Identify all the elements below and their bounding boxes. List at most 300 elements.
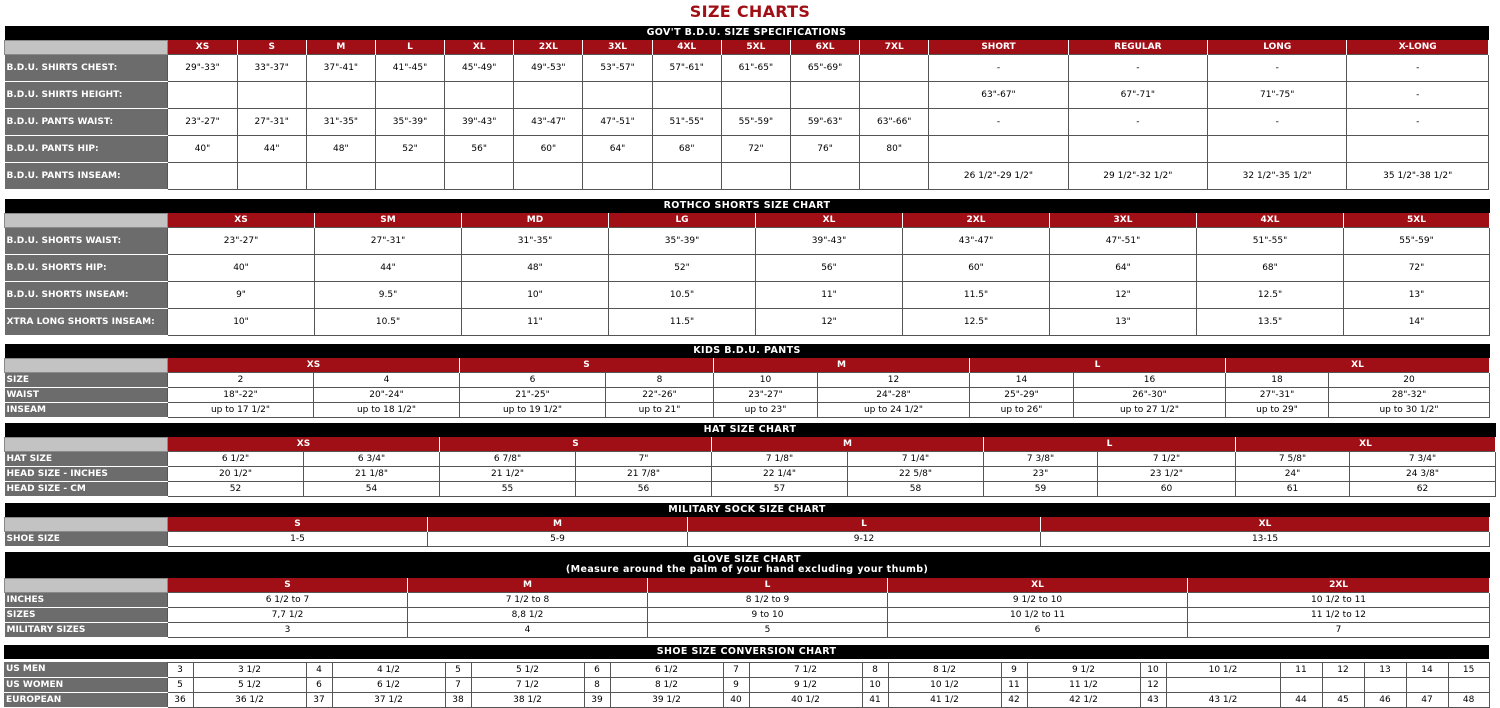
section-title: HAT SIZE CHART <box>5 423 1496 437</box>
header-corner <box>5 517 168 531</box>
table-cell <box>860 81 929 108</box>
table-cell: 51"-55" <box>1197 227 1344 254</box>
table-cell: 52" <box>609 254 756 281</box>
row-label: INCHES <box>5 592 168 607</box>
table-cell: 22"-26" <box>606 387 714 402</box>
table-cell <box>375 81 444 108</box>
table-cell: 7 5/8" <box>1236 451 1350 466</box>
table-cell: 10.5" <box>315 308 462 335</box>
table-cell: 59 <box>984 481 1098 496</box>
table-cell: 10 <box>862 677 888 692</box>
table-cell: 36 <box>167 692 193 707</box>
table-cell: 12" <box>756 308 903 335</box>
column-header: L <box>984 437 1236 451</box>
table-cell: 67"-71" <box>1068 81 1207 108</box>
table-row <box>5 481 1496 496</box>
table-cell: 47"-51" <box>583 108 652 135</box>
table-cell: 4 <box>408 622 648 637</box>
table-cell: 4 <box>306 662 332 677</box>
table-cell: 11" <box>462 308 609 335</box>
table-cell: 64" <box>1050 254 1197 281</box>
row-label: B.D.U. SHIRTS HEIGHT: <box>5 81 168 108</box>
column-header: XL <box>1236 437 1496 451</box>
table-cell: 76" <box>790 135 859 162</box>
table-row <box>5 451 1496 466</box>
column-header: L <box>970 358 1226 372</box>
column-header: XL <box>445 40 514 54</box>
table-row <box>5 162 1489 189</box>
table-cell: 9 to 10 <box>648 607 888 622</box>
table-cell: 7 1/2 to 8 <box>408 592 648 607</box>
column-header: XL <box>1041 517 1490 531</box>
row-label: B.D.U. SHORTS WAIST: <box>5 227 168 254</box>
table-cell: 35"-39" <box>375 108 444 135</box>
table-cell <box>237 162 306 189</box>
column-header: S <box>460 358 714 372</box>
table-cell: 43"-47" <box>903 227 1050 254</box>
column-header: 5XL <box>1344 213 1490 227</box>
table-cell: 8,8 1/2 <box>408 607 648 622</box>
column-header: M <box>712 437 984 451</box>
table-cell: 31"-35" <box>306 108 375 135</box>
table-row <box>5 402 1490 417</box>
table-cell: 11 <box>1001 677 1027 692</box>
table-cell: - <box>929 54 1068 81</box>
table-cell: 71"-75" <box>1208 81 1347 108</box>
table-cell: 9 <box>723 677 749 692</box>
table-cell: 13" <box>1344 281 1490 308</box>
table-cell: 8 <box>584 677 610 692</box>
table-cell: 56" <box>756 254 903 281</box>
column-header: L <box>648 578 888 592</box>
table-cell: 8 1/2 <box>888 662 1001 677</box>
table-cell: 37 1/2 <box>332 692 445 707</box>
table-cell: 68" <box>1197 254 1344 281</box>
column-header: XS <box>168 40 237 54</box>
table-cell: 12.5" <box>903 308 1050 335</box>
table-cell: 4 <box>314 372 460 387</box>
row-label: SIZE <box>5 372 168 387</box>
column-header: 3XL <box>1050 213 1197 227</box>
hat-size-chart <box>4 423 1489 497</box>
table-cell <box>168 162 237 189</box>
table-cell: 65"-69" <box>790 54 859 81</box>
table-cell <box>860 54 929 81</box>
table-cell: 57 <box>712 481 848 496</box>
table-row <box>5 466 1496 481</box>
table-cell: 27"-31" <box>315 227 462 254</box>
table-cell: - <box>1208 54 1347 81</box>
table-cell: 3 <box>167 662 193 677</box>
row-label: SIZES <box>5 607 168 622</box>
kids-bdu-pants-size-chart <box>4 344 1489 418</box>
section-title: SHOE SIZE CONVERSION CHART <box>4 645 1489 659</box>
table-cell: 52 <box>168 481 304 496</box>
table-cell: 2 <box>168 372 314 387</box>
table-cell <box>1208 135 1347 162</box>
table-cell: 58 <box>848 481 984 496</box>
table-cell: 11.5" <box>903 281 1050 308</box>
table-cell: 26"-30" <box>1074 387 1226 402</box>
table-cell: 11 1/2 to 12 <box>1188 607 1490 622</box>
column-header: X-LONG <box>1347 40 1489 54</box>
table-cell <box>929 135 1068 162</box>
header-corner <box>5 578 168 592</box>
table-cell: 10" <box>168 308 315 335</box>
table-cell: 10 <box>1140 662 1166 677</box>
column-header: 6XL <box>790 40 859 54</box>
column-header: REGULAR <box>1068 40 1207 54</box>
table-row <box>5 254 1490 281</box>
header-corner <box>5 213 168 227</box>
table-cell: 68" <box>652 135 721 162</box>
table-cell: 13" <box>1050 308 1197 335</box>
table-cell: 7 <box>723 662 749 677</box>
table-cell: 41 <box>862 692 888 707</box>
table-cell <box>375 162 444 189</box>
column-header: 7XL <box>860 40 929 54</box>
table-cell: 11.5" <box>609 308 756 335</box>
column-header: S <box>168 517 428 531</box>
table-cell: 56" <box>445 135 514 162</box>
table-cell: 9" <box>168 281 315 308</box>
table-cell: - <box>1347 54 1489 81</box>
table-cell: 29"-33" <box>168 54 237 81</box>
table-cell: 29 1/2"-32 1/2" <box>1068 162 1207 189</box>
table-cell: 9 1/2 <box>1027 662 1140 677</box>
table-cell: up to 26" <box>970 402 1074 417</box>
table-row <box>5 622 1490 637</box>
table-cell <box>721 81 790 108</box>
table-row <box>5 387 1490 402</box>
column-header: 5XL <box>721 40 790 54</box>
table-cell: 62 <box>1350 481 1496 496</box>
table-cell: 61 <box>1236 481 1350 496</box>
column-header: S <box>237 40 306 54</box>
row-label: EUROPEAN <box>4 692 167 707</box>
row-label: MILITARY SIZES <box>5 622 168 637</box>
table-cell: 35"-39" <box>609 227 756 254</box>
row-label: B.D.U. PANTS WAIST: <box>5 108 168 135</box>
table-cell: 60" <box>903 254 1050 281</box>
column-header: 2XL <box>514 40 583 54</box>
table-cell <box>721 162 790 189</box>
table-cell: 5 <box>167 677 193 692</box>
section-title-text: GLOVE SIZE CHART <box>693 553 801 565</box>
table-cell <box>790 81 859 108</box>
table-cell: up to 27 1/2" <box>1074 402 1226 417</box>
table-cell: 41"-45" <box>375 54 444 81</box>
table-cell: 5-9 <box>428 531 688 546</box>
column-header: M <box>306 40 375 54</box>
table-cell: 63"-67" <box>929 81 1068 108</box>
column-header: XS <box>168 437 440 451</box>
column-header: XS <box>168 358 460 372</box>
table-cell: 1-5 <box>168 531 428 546</box>
table-cell: 43"-47" <box>514 108 583 135</box>
table-cell: up to 23" <box>714 402 818 417</box>
table-cell: 10 1/2 to 11 <box>888 607 1188 622</box>
table-cell: 40" <box>168 254 315 281</box>
rothco-shorts-size-chart <box>4 199 1489 336</box>
row-label: WAIST <box>5 387 168 402</box>
table-cell: 39 1/2 <box>610 692 723 707</box>
table-cell: 14" <box>1344 308 1490 335</box>
header-corner <box>5 40 168 54</box>
table-cell: 14 <box>970 372 1074 387</box>
table-cell: 23" <box>984 466 1098 481</box>
table-row <box>5 308 1490 335</box>
table-cell: 25"-29" <box>970 387 1074 402</box>
column-header: MD <box>462 213 609 227</box>
table-cell: 24 3/8" <box>1350 466 1496 481</box>
table-cell: 24" <box>1236 466 1350 481</box>
table-cell: 6 1/2" <box>168 451 304 466</box>
table-row <box>5 227 1490 254</box>
table-row <box>5 592 1490 607</box>
column-header: XL <box>1226 358 1490 372</box>
table-cell: 6 1/2 to 7 <box>168 592 408 607</box>
table-cell: 18"-22" <box>168 387 314 402</box>
table-cell: 6 1/2 <box>332 677 445 692</box>
page-title: SIZE CHARTS <box>689 2 811 21</box>
table-cell: 48 <box>1448 692 1489 707</box>
table-cell: 8 1/2 <box>610 677 723 692</box>
table-cell <box>237 81 306 108</box>
table-cell: 12 <box>818 372 970 387</box>
table-cell: up to 29" <box>1226 402 1329 417</box>
table-cell: 7 3/4" <box>1350 451 1496 466</box>
section-title: MILITARY SOCK SIZE CHART <box>5 503 1490 517</box>
table-cell <box>790 162 859 189</box>
table-cell: 7 3/8" <box>984 451 1098 466</box>
table-cell: 8 <box>606 372 714 387</box>
table-cell: 10 1/2 <box>888 677 1001 692</box>
table-cell: 63"-66" <box>860 108 929 135</box>
column-header: L <box>688 517 1041 531</box>
table-cell: 7 1/8" <box>712 451 848 466</box>
table-cell: 7 1/4" <box>848 451 984 466</box>
table-cell: - <box>1068 54 1207 81</box>
table-cell: 7" <box>576 451 712 466</box>
table-cell: 21 7/8" <box>576 466 712 481</box>
table-cell <box>1322 677 1364 692</box>
column-header: XL <box>888 578 1188 592</box>
table-cell: 61"-65" <box>721 54 790 81</box>
table-cell: 7,7 1/2 <box>168 607 408 622</box>
shoe-size-conversion-chart <box>4 645 1489 708</box>
table-row <box>5 81 1489 108</box>
table-cell: 27"-31" <box>237 108 306 135</box>
table-cell: 10 <box>714 372 818 387</box>
table-cell: 9 1/2 <box>749 677 862 692</box>
column-header: 3XL <box>583 40 652 54</box>
table-cell: 72" <box>721 135 790 162</box>
table-cell: 49"-53" <box>514 54 583 81</box>
table-cell: 45"-49" <box>445 54 514 81</box>
header-corner <box>5 437 168 451</box>
column-header: 4XL <box>652 40 721 54</box>
table-cell: 39"-43" <box>756 227 903 254</box>
table-cell: 53"-57" <box>583 54 652 81</box>
table-cell: up to 19 1/2" <box>460 402 606 417</box>
row-label: B.D.U. SHORTS INSEAM: <box>5 281 168 308</box>
column-header: LG <box>609 213 756 227</box>
table-cell: 15 <box>1448 662 1489 677</box>
table-cell: 37 <box>306 692 332 707</box>
row-label: B.D.U. PANTS INSEAM: <box>5 162 168 189</box>
table-cell: up to 18 1/2" <box>314 402 460 417</box>
table-cell: 38 1/2 <box>471 692 584 707</box>
table-cell: 72" <box>1344 254 1490 281</box>
table-cell: 23"-27" <box>714 387 818 402</box>
table-cell: 5 <box>445 662 471 677</box>
column-header: M <box>428 517 688 531</box>
table-row <box>5 135 1489 162</box>
table-cell: 39"-43" <box>445 108 514 135</box>
table-cell: 7 <box>445 677 471 692</box>
table-cell: up to 17 1/2" <box>168 402 314 417</box>
table-cell: 6 7/8" <box>440 451 576 466</box>
table-cell: 44" <box>237 135 306 162</box>
table-cell: 23 1/2" <box>1098 466 1236 481</box>
table-row <box>5 607 1490 622</box>
row-label: SHOE SIZE <box>5 531 168 546</box>
table-cell <box>652 81 721 108</box>
table-cell: 6 <box>306 677 332 692</box>
table-cell: 31"-35" <box>462 227 609 254</box>
table-cell: 52" <box>375 135 444 162</box>
table-cell: 16 <box>1074 372 1226 387</box>
table-cell: 20"-24" <box>314 387 460 402</box>
table-cell <box>860 162 929 189</box>
column-header: M <box>714 358 970 372</box>
table-cell: 60 <box>1098 481 1236 496</box>
table-cell: 14 <box>1406 662 1448 677</box>
row-label: HAT SIZE <box>5 451 168 466</box>
column-header: L <box>375 40 444 54</box>
table-cell: 13.5" <box>1197 308 1344 335</box>
table-cell: 23"-27" <box>168 108 237 135</box>
table-cell: 46 <box>1364 692 1406 707</box>
table-cell: up to 24 1/2" <box>818 402 970 417</box>
table-cell: 5 <box>648 622 888 637</box>
table-cell: 6 3/4" <box>304 451 440 466</box>
table-row <box>5 108 1489 135</box>
table-cell: 20 <box>1329 372 1490 387</box>
table-cell: 9 <box>1001 662 1027 677</box>
column-header: SHORT <box>929 40 1068 54</box>
table-cell: 33"-37" <box>237 54 306 81</box>
table-cell: 6 <box>584 662 610 677</box>
glove-size-chart <box>4 552 1489 638</box>
column-header: 4XL <box>1197 213 1344 227</box>
table-cell: up to 30 1/2" <box>1329 402 1490 417</box>
table-cell: 3 1/2 <box>193 662 306 677</box>
table-cell: 27"-31" <box>1226 387 1329 402</box>
table-cell: 11 1/2 <box>1027 677 1140 692</box>
table-row <box>5 531 1490 546</box>
table-cell: - <box>1068 108 1207 135</box>
table-cell: 10" <box>462 281 609 308</box>
table-cell: 7 1/2 <box>471 677 584 692</box>
table-cell: 36 1/2 <box>193 692 306 707</box>
table-cell: 45 <box>1322 692 1364 707</box>
row-label: B.D.U. PANTS HIP: <box>5 135 168 162</box>
table-cell: 40 <box>723 692 749 707</box>
table-cell: - <box>1347 108 1489 135</box>
section-title: ROTHCO SHORTS SIZE CHART <box>5 199 1490 213</box>
table-cell: 10 1/2 to 11 <box>1188 592 1490 607</box>
table-cell <box>445 81 514 108</box>
column-header: 2XL <box>903 213 1050 227</box>
table-cell: 18 <box>1226 372 1329 387</box>
table-row <box>4 677 1489 692</box>
table-cell <box>1448 677 1489 692</box>
table-row <box>5 281 1490 308</box>
table-cell: 22 1/4" <box>712 466 848 481</box>
column-header: M <box>408 578 648 592</box>
table-cell <box>583 162 652 189</box>
row-label: INSEAM <box>5 402 168 417</box>
table-cell: 40" <box>168 135 237 162</box>
table-cell: 39 <box>584 692 610 707</box>
table-cell: 59"-63" <box>790 108 859 135</box>
table-cell: 43 1/2 <box>1166 692 1280 707</box>
table-cell: 7 1/2 <box>749 662 862 677</box>
table-row <box>5 54 1489 81</box>
table-cell: 42 <box>1001 692 1027 707</box>
table-cell: 26 1/2"-29 1/2" <box>929 162 1068 189</box>
table-cell: 55 <box>440 481 576 496</box>
table-cell: 6 1/2 <box>610 662 723 677</box>
table-cell <box>168 81 237 108</box>
table-cell: 35 1/2"-38 1/2" <box>1347 162 1489 189</box>
table-cell: - <box>1347 81 1489 108</box>
table-cell: 43 <box>1140 692 1166 707</box>
row-label: B.D.U. SHORTS HIP: <box>5 254 168 281</box>
table-cell <box>445 162 514 189</box>
table-cell: 48" <box>462 254 609 281</box>
table-cell: 5 1/2 <box>471 662 584 677</box>
column-header: S <box>440 437 712 451</box>
table-cell: 41 1/2 <box>888 692 1001 707</box>
table-cell: 57"-61" <box>652 54 721 81</box>
table-cell: 9-12 <box>688 531 1041 546</box>
table-cell: 60" <box>514 135 583 162</box>
table-cell: 5 1/2 <box>193 677 306 692</box>
table-cell: 55"-59" <box>721 108 790 135</box>
table-cell: 12 <box>1322 662 1364 677</box>
table-cell: 54 <box>304 481 440 496</box>
table-cell: 51"-55" <box>652 108 721 135</box>
table-cell <box>583 81 652 108</box>
table-cell: 20 1/2" <box>168 466 304 481</box>
row-label: B.D.U. SHIRTS CHEST: <box>5 54 168 81</box>
row-label: US WOMEN <box>4 677 167 692</box>
section-subtitle: (Measure around the palm of your hand excluding your thumb) <box>565 563 929 575</box>
table-cell <box>1166 677 1280 692</box>
table-cell: 64" <box>583 135 652 162</box>
table-row <box>4 692 1489 707</box>
table-cell: 12.5" <box>1197 281 1344 308</box>
govt-bdu-size-chart <box>4 26 1489 190</box>
table-cell: 21"-25" <box>460 387 606 402</box>
table-cell <box>514 162 583 189</box>
column-header: S <box>168 578 408 592</box>
table-cell: 13 <box>1364 662 1406 677</box>
table-cell: 42 1/2 <box>1027 692 1140 707</box>
